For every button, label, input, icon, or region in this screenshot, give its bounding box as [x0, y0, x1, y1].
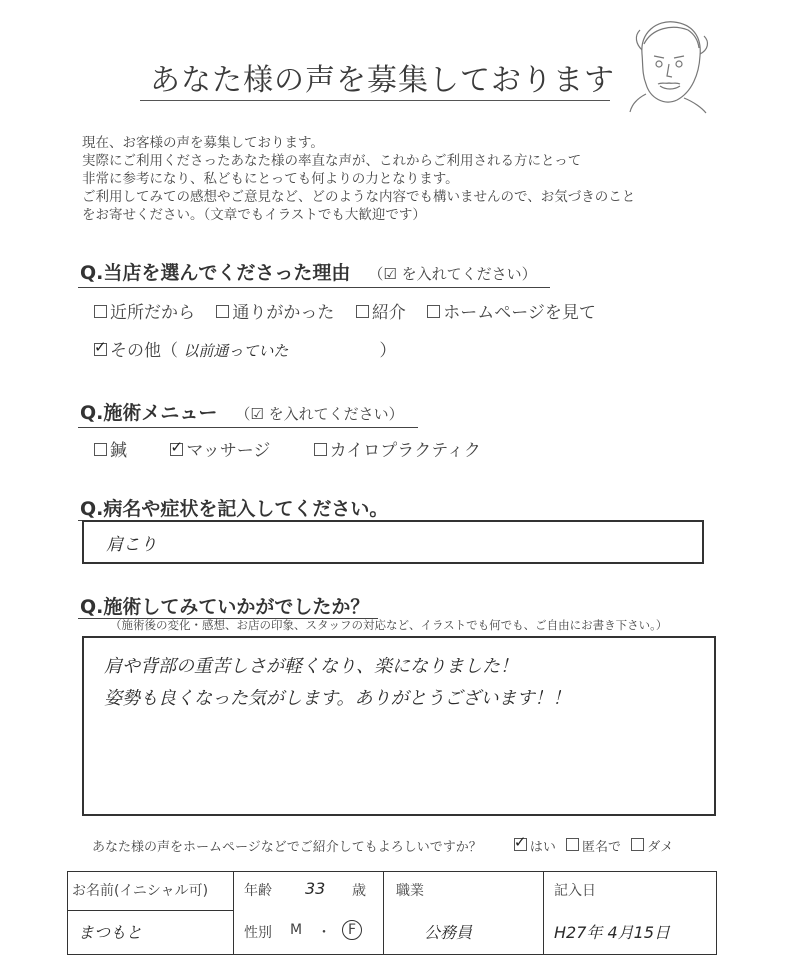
question-menu-hint: （☑ を入れてください） — [235, 405, 404, 423]
gender-male[interactable]: M — [290, 922, 303, 938]
table-divider — [543, 872, 544, 954]
menu-options-row — [94, 436, 497, 461]
table-divider — [68, 910, 233, 911]
reason-other-label: その他（ — [110, 341, 178, 361]
question-menu-label: Q.施術メニュー — [80, 402, 218, 424]
respondent-info-table — [67, 871, 717, 955]
checkbox-icon[interactable] — [94, 305, 107, 318]
consent-option-yes[interactable]: ✓ はい — [514, 836, 556, 855]
question-symptom-label: Q.病名や症状を記入してください。 — [80, 498, 389, 520]
gender-separator: ・ — [317, 925, 331, 941]
table-divider — [383, 872, 384, 954]
checkbox-checked-icon[interactable] — [514, 838, 527, 851]
age-value[interactable]: 33 — [305, 879, 326, 898]
question-reason-hint: （☑ を入れてください） — [368, 265, 537, 283]
gender-female-circled[interactable]: F — [342, 920, 362, 940]
question-reason-label: Q.当店を選んでくださった理由 — [80, 262, 351, 284]
reason-options-row — [94, 298, 612, 323]
question-menu — [80, 398, 404, 425]
reason-option-nearby[interactable]: 近所だから — [94, 298, 195, 323]
job-value[interactable]: 公務員 — [424, 923, 473, 942]
reason-option-passing[interactable]: 通りがかった — [216, 298, 334, 323]
consent-option-anonymous[interactable]: 匿名で — [566, 836, 621, 855]
intro-line: ご利用してみての感想やご意見など、どのような内容でも構いませんので、お気づきのこと — [82, 189, 636, 205]
intro-line: をお寄せください。（文章でもイラストでも大歓迎です） — [82, 207, 426, 223]
question-underline — [78, 427, 418, 428]
impression-note: （施術後の変化・感想、お店の印象、スタッフの対応など、イラストでも何でも、ご自由にお書き下さい。） — [110, 618, 668, 632]
reason-option-referral[interactable]: 紹介 — [356, 298, 406, 323]
name-label: お名前(イニシャル可) — [72, 883, 209, 899]
checkbox-icon[interactable] — [356, 305, 369, 318]
job-label: 職業 — [396, 883, 424, 899]
intro-line: 非常に参考になり、私どもにとっても何よりの力となります。 — [82, 171, 459, 187]
consent-question: あなた様の声をホームページなどでご紹介してもよろしいですか？ — [92, 840, 482, 855]
reason-other-close: ） — [379, 341, 397, 361]
checkbox-icon[interactable] — [566, 838, 579, 851]
intro-line: 実際にご利用くださったあなた様の率直な声が、これからご利用される方にとって — [82, 153, 582, 169]
question-underline — [78, 287, 550, 288]
reason-option-homepage[interactable]: ホームページを見て — [427, 298, 596, 323]
date-value[interactable]: H27年 4月15日 — [554, 923, 671, 942]
checkbox-icon[interactable] — [94, 443, 107, 456]
intro-text — [82, 134, 722, 224]
menu-option-acupuncture[interactable]: 鍼 — [94, 436, 127, 461]
name-value[interactable]: まつもと — [78, 923, 143, 942]
checkbox-icon[interactable] — [427, 305, 440, 318]
page-title: あなた様の声を募集しております — [150, 63, 615, 98]
symptom-answer: 肩こり — [106, 535, 157, 555]
reason-other-row — [94, 336, 396, 361]
consent-row — [92, 836, 679, 855]
menu-option-massage[interactable]: ✓ マッサージ — [170, 436, 270, 461]
portrait-illustration — [622, 14, 712, 114]
impression-answer-line: 姿勢も良くなった気がします。ありがとうございます！！ — [104, 688, 571, 709]
age-unit: 歳 — [352, 883, 366, 899]
question-reason — [80, 258, 537, 285]
impression-answer-box[interactable] — [82, 636, 716, 816]
age-label: 年齢 — [244, 883, 272, 899]
checkbox-icon[interactable] — [216, 305, 229, 318]
title-underline — [140, 100, 610, 101]
question-impression-label: Q.施術してみていかがでしたか？ — [80, 596, 370, 618]
checkbox-checked-icon[interactable] — [170, 443, 183, 456]
intro-line: 現在、お客様の声を募集しております。 — [82, 135, 324, 151]
checkbox-icon[interactable] — [314, 443, 327, 456]
checkbox-icon[interactable] — [631, 838, 644, 851]
symptom-answer-box[interactable] — [82, 520, 704, 564]
checkbox-checked-icon[interactable] — [94, 343, 107, 356]
gender-label: 性別 — [244, 925, 272, 941]
reason-other-value[interactable]: 以前通っていた — [183, 342, 289, 360]
menu-option-chiropractic[interactable]: カイロプラクティク — [314, 436, 481, 461]
question-impression — [80, 592, 369, 619]
consent-option-no[interactable]: ダメ — [631, 836, 673, 855]
table-divider — [233, 872, 234, 954]
question-symptom — [80, 494, 388, 521]
impression-answer-line: 肩や背部の重苦しさが軽くなり、楽になりました！ — [104, 656, 518, 677]
date-label: 記入日 — [554, 883, 596, 899]
